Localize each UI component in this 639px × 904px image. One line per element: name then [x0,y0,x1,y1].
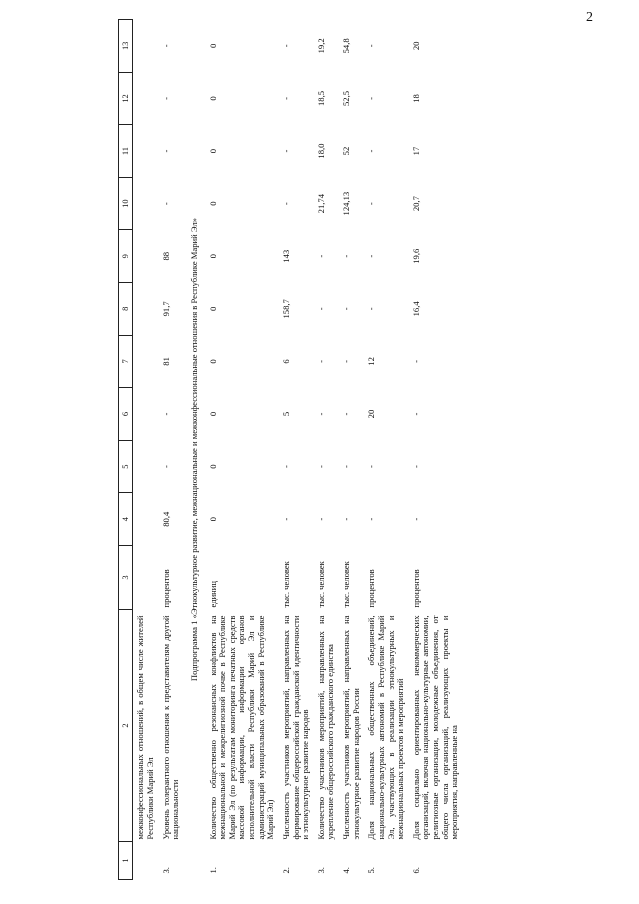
table-row [314,20,339,880]
indicators-table [118,19,463,880]
value-cell: - [366,465,377,469]
value-cell: - [160,202,171,206]
value-cell: - [341,517,352,521]
value-cell: 6 [280,359,291,364]
value-cell: 0 [207,411,218,417]
value-cell [133,493,159,546]
column-header: 6 [119,388,133,441]
value-cell: - [280,149,291,153]
value-cell: 88 [160,251,171,261]
value-cell: - [410,359,421,363]
header-row [119,20,133,880]
table-row [133,20,159,880]
value-cell: - [280,517,291,521]
value-cell: - [160,465,171,469]
value-cell: - [366,254,377,258]
value-cell: 17 [410,146,421,156]
rotated-table-container [118,20,588,880]
row-number: 4. [341,867,352,874]
value-cell: - [280,44,291,48]
value-cell: - [160,44,171,48]
unit: процентов [366,569,377,608]
value-cell: - [280,202,291,206]
subprogram-title: Подпрограмма 1 «Этнокультурное развитие, межнациональные и межконфессиональные отношения в Республике Марий Эл» [188,217,199,682]
value-cell [133,125,159,178]
value-cell: - [341,307,352,311]
page-number: 2 [586,10,593,25]
value-cell: 19,2 [315,38,326,54]
value-cell: 80,4 [160,511,171,527]
value-cell: 0 [207,517,218,522]
column-header: 11 [119,125,133,178]
value-cell [133,20,159,73]
value-cell: 54,8 [341,38,352,54]
column-header: 4 [119,493,133,546]
value-cell [133,388,159,441]
indicator-name: Численность участников мероприятий, направленных на формирование общероссийской гражданской идентичности и этнокультурное развитие народов [280,615,311,840]
value-cell: - [315,412,326,416]
unit: единиц [207,581,218,608]
value-cell: 20,7 [410,196,421,212]
value-cell: 16,4 [410,301,421,317]
value-cell: - [410,412,421,416]
unit: тыс. человек [280,561,291,608]
value-cell: - [366,307,377,311]
value-cell: 0 [207,43,218,49]
value-cell: 0 [207,148,218,154]
value-cell: - [366,149,377,153]
row-number [133,842,159,880]
indicator-name: Численность участников мероприятий, направленных на этнокультурное развитие народов России [341,615,361,840]
value-cell: - [280,97,291,100]
row-number: 1. [207,867,218,874]
column-header: 9 [119,230,133,283]
row-number: 2. [280,867,291,874]
value-cell: - [366,97,377,100]
value-cell: - [160,97,171,100]
value-cell: - [315,359,326,363]
value-cell: 91,7 [160,301,171,317]
value-cell: - [366,517,377,521]
value-cell [133,72,159,125]
indicator-name: Уровень толерантного отношения к представителям другой национальности [160,615,181,840]
row-number: 3. [315,867,326,874]
value-cell: 124,13 [341,191,352,216]
value-cell: 18,0 [315,143,326,159]
value-cell: - [341,254,352,258]
unit: процентов [410,569,421,608]
column-header: 10 [119,177,133,230]
value-cell: - [315,465,326,469]
value-cell: 0 [207,254,218,259]
value-cell: 52 [341,146,352,156]
column-header: 7 [119,335,133,388]
unit: процентов [160,569,171,608]
column-header: 1 [119,842,133,880]
indicator-name: Доля социально ориентированных некоммерческих организаций, включая национально-культурные автономии, религиозные организации, молодежные объединения, от общего числа организаций, реализующих проекты и мероприятия, направленные на [410,615,460,840]
indicator-name: Количество участников мероприятий, направленных на укрепление общероссийского гражданского единства [315,615,336,840]
row-number: 6. [410,867,421,874]
value-cell: - [280,465,291,469]
value-cell: 20 [366,409,377,419]
value-cell: 52,5 [341,90,352,106]
value-cell: - [366,44,377,48]
value-cell [133,335,159,388]
value-cell: 0 [207,359,218,364]
column-header: 3 [119,546,133,610]
indicator-name: межконфессиональных отношений, в общем числе жителей Республики Марий Эл [135,615,156,840]
value-cell [133,177,159,230]
value-cell: - [341,412,352,416]
value-cell: 18 [410,94,421,103]
value-cell: 158,7 [280,299,291,319]
row-number: 5. [366,867,377,874]
table-row [409,20,463,880]
column-header: 5 [119,440,133,493]
value-cell: 5 [280,411,291,417]
value-cell: - [341,465,352,469]
table-row [279,20,314,880]
indicator-name: Доля национальных общественных объединений, национально-культурных автономий в Республике Марий Эл, участвующих в реализации этнокультурных и межнациональных проектов и мероприятий [366,615,406,840]
table-row [339,20,364,880]
value-cell [133,230,159,283]
value-cell: - [341,359,352,363]
unit [133,546,159,610]
column-header: 13 [119,20,133,73]
value-cell: - [160,412,171,416]
value-cell: 0 [207,464,218,469]
column-header: 2 [119,610,133,842]
value-cell: 21,74 [315,193,326,214]
subprogram-row [184,20,206,880]
value-cell [133,440,159,493]
indicator-name: Количество общественно резонансных конфликтов на межнациональной и межрелигиозной почве в Республике Марий Эл (по результатам мониторинга печатных средств массовой информации, информации органов исполнительной власти Республики Марий Эл и администраций муниципальных образований в Республике Марий Эл) [207,615,276,840]
value-cell [133,283,159,336]
table-row [364,20,409,880]
value-cell: 143 [280,249,291,263]
value-cell: 0 [207,306,218,311]
value-cell: - [315,254,326,258]
value-cell: - [410,517,421,521]
value-cell: - [160,149,171,153]
value-cell: 81 [160,357,171,366]
value-cell: - [315,307,326,311]
value-cell: 20 [410,41,421,51]
row-number: 3. [160,867,171,874]
table-row [159,20,184,880]
value-cell: 19,6 [410,248,421,264]
column-header: 8 [119,283,133,336]
unit: тыс. человек [341,561,352,608]
value-cell: 18,5 [315,90,326,106]
value-cell: 12 [366,357,377,366]
table-row [206,20,279,880]
column-header: 12 [119,72,133,125]
value-cell: - [315,517,326,521]
value-cell: - [366,202,377,206]
value-cell: - [410,465,421,469]
unit: тыс. человек [315,561,326,608]
value-cell: 0 [207,201,218,206]
value-cell: 0 [207,96,218,101]
